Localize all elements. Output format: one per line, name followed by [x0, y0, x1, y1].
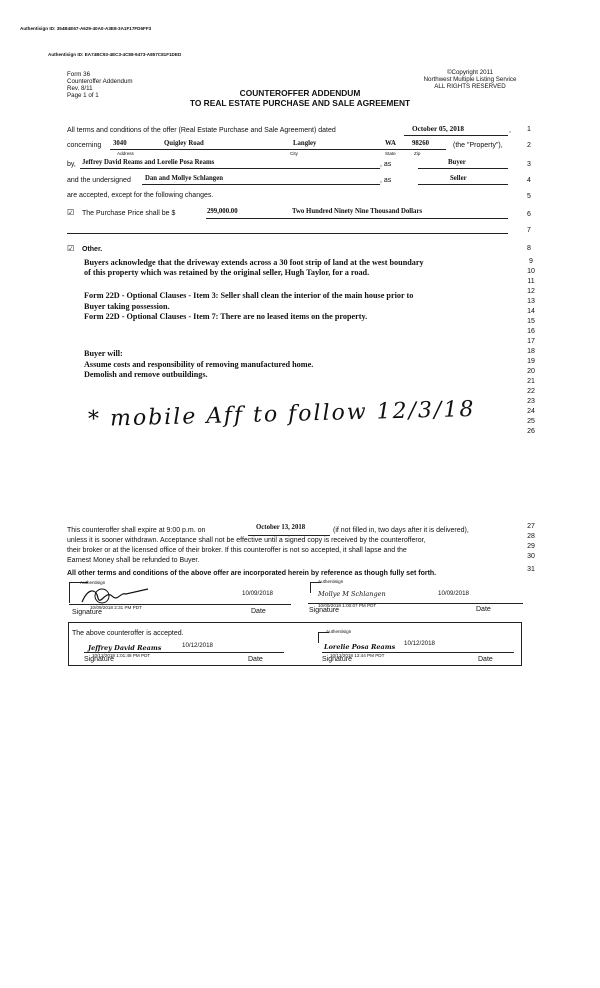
- price-underline: [206, 218, 508, 219]
- line7-underline: [67, 233, 508, 234]
- as-label-2: , as: [380, 177, 392, 184]
- seller-role: Seller: [450, 175, 467, 182]
- buyer-role: Buyer: [448, 159, 466, 166]
- handwritten-note: * mobile Aff to follow 12/3/18: [87, 396, 476, 433]
- property-street: Quigley Road: [164, 140, 204, 147]
- other-line: Buyers acknowledge that the driveway extends across a 30 foot strip of land at the west boundary: [84, 258, 424, 267]
- buyer-left-stamp: 10/12/2018 1:01:48 PM PDT: [92, 653, 151, 658]
- purchase-price-amount: 299,000.00: [207, 208, 238, 215]
- copyright-org: Northwest Multiple Listing Service: [423, 76, 517, 83]
- expiry-suffix: (if not filled in, two days after it is delivered),: [333, 527, 469, 534]
- line-number: 11: [527, 278, 535, 285]
- line-number: 9: [529, 258, 533, 265]
- line-number: 12: [527, 288, 535, 295]
- seller-right-sig-label: Signature: [309, 607, 339, 614]
- sub-city: City: [290, 151, 298, 156]
- line-number: 23: [527, 398, 535, 405]
- seller-right-date: 10/09/2018: [438, 590, 469, 597]
- buyer-underline: [80, 168, 380, 169]
- other-line: [84, 279, 424, 289]
- buyer-left-date: 10/12/2018: [182, 642, 213, 649]
- sub-address: Address: [117, 151, 134, 156]
- buyer-right-stamp: 10/12/2018 12:44 PM PDT: [330, 653, 385, 658]
- expiry-prefix: This counteroffer shall expire at 9:00 p.m. on: [67, 527, 206, 534]
- other-line: [84, 322, 424, 332]
- form-name: Counteroffer Addendum: [67, 78, 133, 85]
- as-label: , as: [380, 161, 392, 168]
- buyer-right-date: 10/12/2018: [404, 640, 435, 647]
- seller-underline: [142, 184, 380, 185]
- line-number: 4: [527, 177, 531, 184]
- buyer-left-name: Jeffrey David Reams: [88, 644, 162, 652]
- form-number: Form 36: [67, 71, 91, 78]
- line-number: 3: [527, 161, 531, 168]
- line-number: 26: [527, 428, 535, 435]
- seller-right-name: Mollye M Schlangen: [318, 590, 386, 598]
- row5-text: are accepted, except for the following changes.: [67, 192, 214, 199]
- purchase-price-words: Two Hundred Ninety Nine Thousand Dollars: [292, 208, 423, 215]
- line-number: 19: [527, 358, 535, 365]
- purchase-price-checkbox-icon[interactable]: ☑: [67, 208, 75, 217]
- buyer-role-underline: [418, 168, 508, 169]
- line-number: 15: [527, 318, 535, 325]
- line-number: 22: [527, 388, 535, 395]
- seller-left-date: 10/09/2018: [242, 590, 273, 597]
- line-number: 20: [527, 368, 535, 375]
- line-number: 16: [527, 328, 535, 335]
- authentisign-id-1: Authentisign ID: 354B4E67-A629-40A0-A3E8-3A1F17FD6FF3: [20, 26, 152, 31]
- form-revision: Rev. 8/11: [67, 85, 93, 92]
- comma: ,: [509, 127, 511, 134]
- other-line: Buyer will:: [84, 349, 123, 359]
- buyer-left-date-label: Date: [248, 656, 263, 663]
- copyright-block: [410, 69, 530, 90]
- property-state: WA: [385, 140, 396, 147]
- property-zip: 98260: [412, 140, 429, 147]
- other-line: Assume costs and responsibility of removing manufactured home.: [84, 359, 314, 369]
- other-line: Buyer taking possession.: [84, 301, 170, 311]
- other-line: Demolish and remove outbuildings.: [84, 370, 208, 380]
- expiry-line28: unless it is sooner withdrawn. Acceptance shall not be effective until a signed copy is received by the counterofferor,: [67, 537, 426, 544]
- line-number: 27: [527, 523, 535, 530]
- other-label: Other.: [82, 246, 103, 253]
- expiry-date: October 13, 2018: [256, 524, 306, 531]
- other-terms: [84, 258, 424, 380]
- seller-right-date-label: Date: [476, 606, 491, 613]
- buyer-left-sig-label: Signature: [84, 656, 114, 663]
- seller-names: Dan and Mollye Schlangen: [145, 175, 223, 182]
- line-number: 31: [527, 566, 535, 573]
- line-number: 13: [527, 298, 535, 305]
- seller-role-underline: [418, 184, 508, 185]
- seller-left-auth: Authentisign: [80, 580, 106, 585]
- other-checkbox-icon[interactable]: ☑: [67, 244, 75, 253]
- purchase-price-label: The Purchase Price shall be $: [82, 210, 176, 217]
- offer-date: October 05, 2018: [412, 125, 464, 133]
- incorporation-clause: All other terms and conditions of the above offer are incorporated herein by reference as though fully set forth.: [67, 570, 437, 577]
- seller-left-date-label: Date: [251, 608, 266, 615]
- other-line: of this property which was retained by the original seller, Hugh Taylor, for a road.: [84, 268, 370, 278]
- concerning-label: concerning: [67, 142, 102, 149]
- expiry-line30: Earnest Money shall be refunded to Buyer.: [67, 557, 200, 564]
- seller-right-auth: Authentisign: [318, 579, 344, 584]
- line-number: 17: [527, 338, 535, 345]
- acceptance-text: The above counteroffer is accepted.: [72, 630, 184, 637]
- authentisign-id-2: Authentisign ID: EA74BC93-4EC3-4C88-9473-A857C81F1DED: [48, 52, 182, 57]
- property-address: 3040: [113, 140, 127, 147]
- buyer-names: Jeffrey David Reams and Lorelie Posa Reams: [82, 159, 215, 166]
- page-title: COUNTEROFFER ADDENDUM: [239, 88, 361, 98]
- row1-text: All terms and conditions of the offer (Real Estate Purchase and Sale Agreement) dated: [67, 127, 336, 134]
- expiry-date-underline: [248, 535, 330, 536]
- buyer-right-sig-label: Signature: [322, 656, 352, 663]
- buyer-right-date-label: Date: [478, 656, 493, 663]
- line-number: 8: [527, 245, 531, 252]
- line-number: 6: [527, 211, 531, 218]
- seller-right-stamp: 10/09/2018 1:00:07 PM PDT: [318, 603, 377, 608]
- other-line: Form 22D - Optional Clauses - Item 3: Seller shall clean the interior of the main house prior to: [84, 291, 414, 301]
- undersigned-label: and the undersigned: [67, 177, 131, 184]
- line-number: 25: [527, 418, 535, 425]
- sub-zip: Zip: [414, 151, 421, 156]
- address-underline: [110, 149, 446, 150]
- other-line: [84, 333, 424, 343]
- row1-date-underline: [404, 135, 508, 136]
- line-number: 30: [527, 553, 535, 560]
- line-number: 24: [527, 408, 535, 415]
- copyright-line: ©Copyright 2011: [446, 69, 494, 76]
- line-number: 2: [527, 142, 531, 149]
- line-number: 18: [527, 348, 535, 355]
- line-number: 29: [527, 543, 535, 550]
- other-line: Form 22D - Optional Clauses - Item 7: There are no leased items on the property.: [84, 312, 368, 322]
- line-number: 21: [527, 378, 535, 385]
- expiry-line29: their broker or at the licensed office of their broker. If this counteroffer is not so accepted, it shall lapse and the: [67, 547, 407, 554]
- property-suffix: (the "Property"),: [453, 142, 503, 149]
- line-number: 10: [527, 268, 535, 275]
- buyer-right-auth: Authentisign: [326, 629, 352, 634]
- line-number: 7: [527, 227, 531, 234]
- by-label: by,: [67, 161, 76, 168]
- line-number: 28: [527, 533, 535, 540]
- sub-state: State: [385, 151, 396, 156]
- page-subtitle: TO REAL ESTATE PURCHASE AND SALE AGREEMENT: [189, 98, 411, 108]
- line-number: 14: [527, 308, 535, 315]
- seller-left-stamp: 10/09/2018 2:31 PM PDT: [90, 605, 142, 610]
- buyer-right-name: Lorelie Posa Reams: [324, 643, 396, 651]
- page-number: Page 1 of 1: [67, 92, 99, 99]
- line-number: 1: [527, 126, 531, 133]
- line-number: 5: [527, 193, 531, 200]
- copyright-rights: ALL RIGHTS RESERVED: [434, 83, 506, 90]
- property-city: Langley: [293, 140, 317, 147]
- seller-left-sig-label: Signature: [72, 609, 102, 616]
